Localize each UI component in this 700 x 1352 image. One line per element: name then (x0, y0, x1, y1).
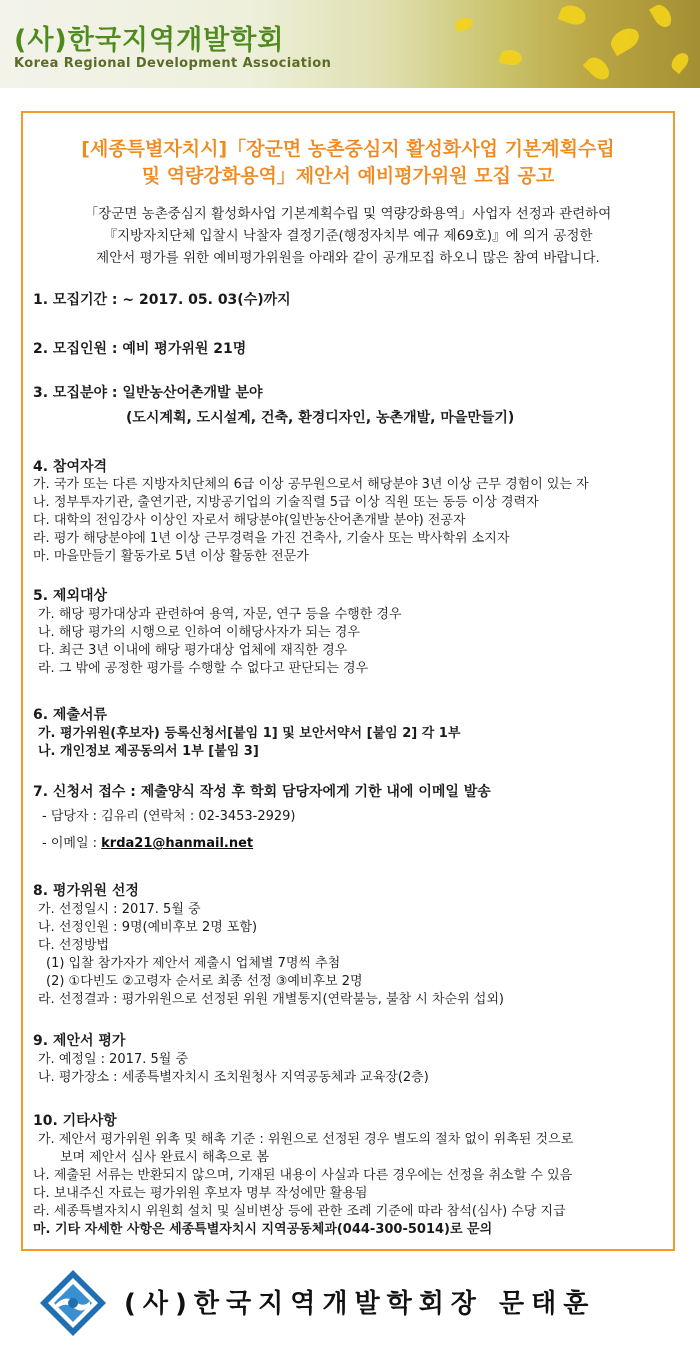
org-name-korean: (사)한국지역개발학회 (14, 25, 285, 56)
evaluation-item: 나. 평가장소 : 세종특별자치시 조치원청사 지역공동체과 교육장(2층) (38, 1070, 429, 1085)
selection-subitem: (1) 입찰 참가자가 제안서 제출시 업체별 7명씩 추첨 (46, 956, 341, 971)
intro-line: 제안서 평가를 위한 예비평가위원을 아래와 같이 공개모집 하오니 많은 참여 바랍니다. (96, 250, 600, 266)
exclusion-item: 라. 그 밖에 공정한 평가를 수행할 수 없다고 판단되는 경우 (38, 661, 369, 676)
intro-paragraph (23, 203, 673, 269)
org-name-english: Korea Regional Development Association (14, 56, 332, 71)
section-recruit-period: 1. 모집기간 : ~ 2017. 05. 03(수)까지 (33, 292, 291, 308)
eligibility-item: 가. 국가 또는 다른 지방자치단체의 6급 이상 공무원으로서 해당분야 3년 이상 근무 경험이 있는 자 (33, 477, 589, 492)
association-logo-icon (38, 1268, 108, 1338)
section-recruit-count: 2. 모집인원 : 예비 평가위원 21명 (33, 341, 247, 357)
misc-item: 가. 제안서 평가위원 위촉 및 해촉 기준 : 위원으로 선정된 경우 별도의 절차 없이 위촉된 것으로 (38, 1132, 574, 1147)
selection-subitem: (2) ①다빈도 ②고령자 순서로 최종 선정 ③예비후보 2명 (46, 974, 363, 989)
blossom-decoration (649, 2, 675, 31)
exclusion-item: 가. 해당 평가대상과 관련하여 용역, 자문, 연구 등을 수행한 경우 (38, 607, 402, 622)
blossom-decoration (583, 53, 613, 83)
section-misc: 10. 기타사항 (33, 1113, 117, 1129)
email-label: - 이메일 : (42, 836, 102, 851)
recruit-field-detail: (도시계획, 도시설계, 건축, 환경디자인, 농촌개발, 마을만들기) (126, 410, 515, 426)
section-evaluation: 9. 제안서 평가 (33, 1033, 126, 1049)
misc-item-continued: 보며 제안서 심사 완료시 해촉으로 봄 (60, 1150, 270, 1165)
selection-item: 가. 선정일시 : 2017. 5월 중 (38, 902, 201, 917)
document-item: 나. 개인정보 제공동의서 1부 [붙임 3] (38, 744, 259, 759)
contact-person: - 담당자 : 김유리 (연락처 : 02-3453-2929) (42, 809, 296, 824)
header-banner (0, 0, 700, 88)
eligibility-item: 다. 대학의 전임강사 이상인 자로서 해당분야(일반농산어촌개발 분야) 전공자 (33, 513, 466, 528)
section-recruit-field: 3. 모집분야 : 일반농산어촌개발 분야 (33, 385, 263, 401)
notice-title (23, 136, 673, 190)
section-exclusion: 5. 제외대상 (33, 588, 108, 604)
eligibility-item: 라. 평가 해당분야에 1년 이상 근무경력을 가진 건축사, 기술사 또는 박사학위 소지자 (33, 531, 510, 546)
title-line: [세종특별자치시]「장군면 농촌중심지 활성화사업 기본계획수립 (81, 138, 615, 160)
evaluation-item: 가. 예정일 : 2017. 5월 중 (38, 1052, 189, 1067)
intro-line: 『지방자치단체 입찰시 낙찰자 결정기준(행정자치부 예규 제69호)』에 의거 공정한 (103, 228, 593, 244)
section-eligibility: 4. 참여자격 (33, 459, 108, 475)
blossom-decoration (607, 24, 643, 56)
signature: (사)한국지역개발학회장 문태훈 (124, 1289, 596, 1319)
exclusion-item: 나. 해당 평가의 시행으로 인하여 이해당사자가 되는 경우 (38, 625, 360, 640)
section-documents: 6. 제출서류 (33, 707, 108, 723)
blossom-decoration (499, 48, 523, 67)
blossom-decoration (454, 16, 474, 32)
exclusion-item: 다. 최근 3년 이내에 해당 평가대상 업체에 재직한 경우 (38, 643, 348, 658)
section-application: 7. 신청서 접수 : 제출양식 작성 후 학회 담당자에게 기한 내에 이메일 발송 (33, 784, 491, 800)
contact-email-row (42, 835, 253, 853)
email-link[interactable]: krda21@hanmail.net (101, 836, 254, 851)
blossom-decoration (668, 50, 692, 74)
misc-item: 다. 보내주신 자료는 평가위원 후보자 명부 작성에만 활용됨 (33, 1186, 368, 1201)
section-selection: 8. 평가위원 선정 (33, 883, 139, 899)
intro-line: 「장군면 농촌중심지 활성화사업 기본계획수립 및 역량강화용역」사업자 선정과 관련하여 (84, 206, 612, 222)
selection-item: 다. 선정방법 (38, 938, 110, 953)
selection-item: 나. 선정인원 : 9명(예비후보 2명 포함) (38, 920, 258, 935)
blossom-decoration (558, 2, 589, 28)
misc-item: 나. 제출된 서류는 반환되지 않으며, 기재된 내용이 사실과 다른 경우에는 선정을 취소할 수 있음 (33, 1168, 573, 1183)
misc-item: 마. 기타 자세한 사항은 세종특별자치시 지역공동체과(044-300-5014)로 문의 (33, 1222, 493, 1237)
eligibility-item: 마. 마을만들기 활동가로 5년 이상 활동한 전문가 (33, 549, 309, 564)
eligibility-item: 나. 정부투자기관, 출연기관, 지방공기업의 기술직렬 5급 이상 직원 또는 동등 이상 경력자 (33, 495, 539, 510)
selection-item: 라. 선정결과 : 평가위원으로 선정된 위원 개별통지(연락불능, 불참 시 차순위 섭외) (38, 992, 504, 1007)
document-item: 가. 평가위원(후보자) 등록신청서[붙임 1] 및 보안서약서 [붙임 2] 각 1부 (38, 726, 461, 741)
misc-item: 라. 세종특별자치시 위원회 설치 및 실비변상 등에 관한 조례 기준에 따라 참석(심사) 수당 지급 (33, 1204, 566, 1219)
title-line: 및 역량강화용역」제안서 예비평가위원 모집 공고 (141, 165, 555, 187)
